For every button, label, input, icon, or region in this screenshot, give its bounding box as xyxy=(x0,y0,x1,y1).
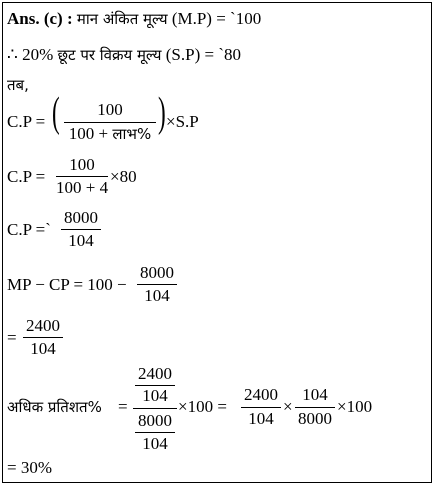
excess-percent-label: अधिक प्रतिशत% xyxy=(7,398,102,416)
eq5-denominator: 104 xyxy=(30,339,56,358)
answer-label: Ans. (c) : xyxy=(7,9,73,28)
eq2-fraction-bar xyxy=(56,176,108,177)
eq4-numerator: 8000 xyxy=(140,263,174,282)
eq6-times: × xyxy=(283,397,293,416)
eq1-numerator: 100 xyxy=(97,100,123,119)
eq5-lhs: = xyxy=(7,328,17,347)
eq1-den-prefix: 100 + xyxy=(68,124,113,143)
eq1-open-paren: ( xyxy=(52,90,60,136)
eq6-equals: = xyxy=(118,397,128,416)
then-text: तब, xyxy=(7,76,29,94)
eq1-den-hindi: लाभ% xyxy=(112,125,152,143)
eq6-bottom-inner-bar xyxy=(135,432,175,433)
answer-line-mp xyxy=(7,9,261,29)
eq5-fraction-bar xyxy=(23,337,63,338)
eq1-close-paren: ) xyxy=(158,90,166,136)
eq6-f2-numerator: 104 xyxy=(302,385,328,404)
eq6-f2-denominator: 8000 xyxy=(298,409,332,428)
mp-text-value: (M.P) = `100 xyxy=(171,9,262,28)
eq3-fraction-bar xyxy=(61,229,101,230)
sp-text-value: (S.P) = `80 xyxy=(165,45,241,64)
eq6-bottom-denominator: 104 xyxy=(142,434,168,453)
eq2-denominator: 100 + 4 xyxy=(56,178,109,197)
eq2-rhs: ×80 xyxy=(110,167,137,186)
eq1-denominator xyxy=(62,124,158,144)
eq2-lhs: C.P = xyxy=(7,167,46,186)
eq3-numerator: 8000 xyxy=(64,208,98,227)
eq1-fraction-bar xyxy=(64,122,156,123)
eq6-f1-denominator: 104 xyxy=(248,409,274,428)
eq6-bottom-numerator: 8000 xyxy=(138,411,172,430)
eq6-main-fraction-bar xyxy=(133,408,177,409)
final-result: = 30% xyxy=(7,458,52,477)
eq4-denominator: 104 xyxy=(144,286,170,305)
eq6-f2-bar xyxy=(295,407,335,408)
eq6-mult-100-equals: ×100 = xyxy=(178,397,227,416)
eq2-numerator: 100 xyxy=(69,155,95,174)
sp-line xyxy=(7,45,241,65)
eq4-fraction-bar xyxy=(137,284,177,285)
eq3-denominator: 104 xyxy=(68,231,94,250)
eq6-f1-bar xyxy=(241,407,281,408)
eq6-top-numerator: 2400 xyxy=(138,364,172,383)
sp-text-hindi: छूट पर विक्रय मूल्य xyxy=(57,46,162,64)
eq6-mult-100: ×100 xyxy=(337,397,373,416)
eq1-rhs: ×S.P xyxy=(166,112,199,131)
eq4-lhs: MP − CP = 100 − xyxy=(7,275,127,294)
mp-text-hindi: मान अंकित मूल्य xyxy=(76,10,168,28)
eq6-top-denominator: 104 xyxy=(142,386,168,405)
sp-prefix: ∴ 20% xyxy=(7,45,54,64)
eq3-lhs: C.P =` xyxy=(7,220,51,239)
eq1-lhs: C.P = xyxy=(7,112,46,131)
eq5-numerator: 2400 xyxy=(26,316,60,335)
eq6-f1-numerator: 2400 xyxy=(244,385,278,404)
